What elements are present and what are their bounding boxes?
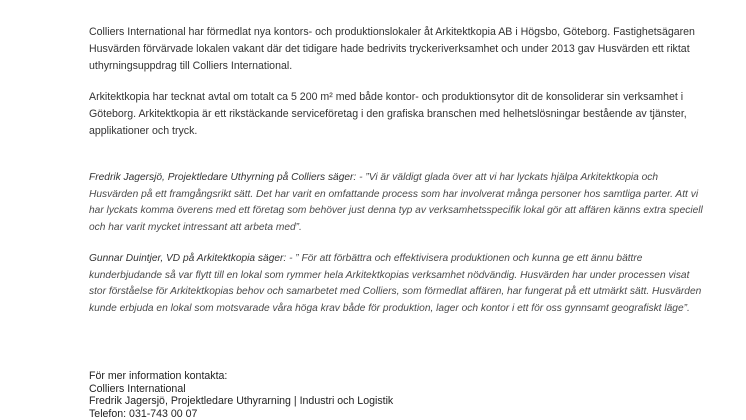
contact-phone: Telefon: 031-743 00 07: [89, 407, 198, 420]
quote-speaker: Fredrik Jagersjö, Projektledare Uthyrning på Colliers säger:: [89, 172, 357, 183]
contact-company: Colliers International: [89, 382, 186, 395]
intro-paragraph-1: [89, 24, 709, 75]
intro-paragraph-2: [89, 89, 709, 140]
paragraph-text: Colliers International har förmedlat nya kontors- och produktionslokaler åt Arkitektkopia AB i Högsbo, Göteborg. Fastighetsägaren Husvärden förvärvade lokalen vakant där det tidigare hade bedrivits tryckeriverksamhet och under 2013 gav Husvärden ett riktat uthyrningsuppdrag till Colliers International.: [89, 26, 695, 72]
quote-speaker: Gunnar Duintjer, VD på Arkitektkopia säger:: [89, 253, 287, 264]
contact-block: [89, 370, 709, 420]
paragraph-text: Arkitektkopia har tecknat avtal om totalt ca 5 200 m² med både kontor- och produktionsytor dit de konsoliderar sin verksamhet i Göteborg. Arkitektkopia är ett rikstäckande serviceföretag i den grafiska branschen med helhetslösningar bestående av tjänster, applikationer och tryck.: [89, 91, 687, 137]
quote-paragraph: [89, 251, 709, 317]
contact-person: Fredrik Jagersjö, Projektledare Uthyrarning | Industri och Logistik: [89, 395, 394, 408]
quote-text: - ”Vi är väldigt glada över att vi har lyckats hjälpa Arkitektkopia och Husvärden på ett framgångsrikt sätt. Det har varit en omfattande process som har involverat många personer hos samtliga parter. Att vi har lyckats komma överens med ett företag som behöver just denna typ av verksamhetsspecifik lokal gör att affären känns extra speciell och har varit mycket intressant att arbeta med”.: [89, 172, 703, 233]
quote-block-1: [89, 170, 709, 236]
quote-paragraph: [89, 170, 709, 236]
quote-block-2: [89, 251, 709, 317]
contact-heading: För mer information kontakta:: [89, 370, 228, 382]
quote-text: - ” För att förbättra och effektivisera produktionen och kunna ge ett ännu bättre kunderbjudande så var flytt till en lokal som rymmer hela Arkitektkopias verksamhet nödvändig. Husvärden har under processen visat stor förståelse för Arkitektkopias behov och samarbetet med Colliers, som förmedlat affären, har fungerat på ett utmärkt sätt. Husvärden kunde erbjuda en lokal som motsvarade våra höga krav både för produktion, lager och kontor i ett för oss gynnsamt geografiskt läge”.: [89, 253, 702, 314]
